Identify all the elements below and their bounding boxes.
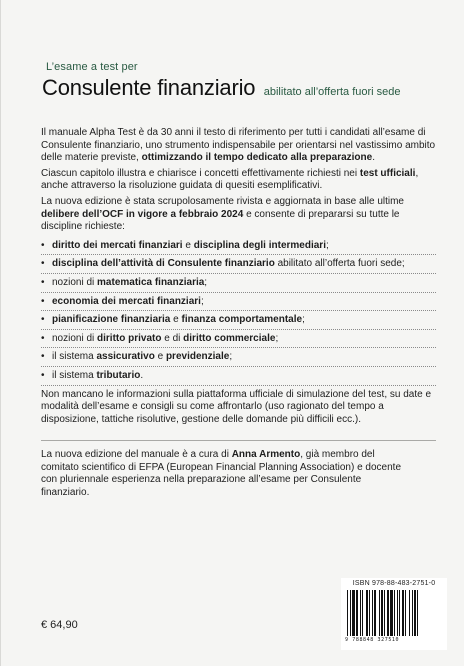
section-divider xyxy=(41,440,436,441)
intro-paragraph-3: La nuova edizione è stata scrupolosamente rivista e aggiornata in base alle ultime delibere dell’OCF in vigore a febbraio 2024 e consente di prepararsi su tutte le discipline richieste: xyxy=(41,195,404,233)
title-row xyxy=(42,75,401,101)
price-label: € 64,90 xyxy=(41,619,78,631)
closing-paragraph: Non mancano le informazioni sulla piattaforma ufficiale di simulazione del test, su date e modalità dell’esame e consigli su come affrontarlo (uso ragionato del tempo a disposizione, tattiche risolutive, gestione delle domande più difficili ecc.). xyxy=(41,388,432,425)
description-body xyxy=(41,127,436,429)
isbn-digits: 9 788848 327510 xyxy=(345,637,400,643)
barcode-icon xyxy=(347,590,441,636)
kicker-text: L’esame a test per xyxy=(46,61,138,73)
list-item: • nozioni di matematica finanziaria; xyxy=(41,274,436,293)
isbn-barcode xyxy=(341,578,447,650)
list-item: • il sistema tributario. xyxy=(41,367,436,386)
author-paragraph: La nuova edizione del manuale è a cura di Anna Armento, già membro del comitato scientifico di EFPA (European Financial Planning Association) e docente con pluriennale esperienza nella preparazione all’esame per Consulente finanziario. xyxy=(41,449,402,498)
list-item: • diritto dei mercati finanziari e disciplina degli intermediari; xyxy=(41,237,436,256)
intro-paragraph-2: Ciascun capitolo illustra e chiarisce i concetti effettivamente richiesti nei test ufficiali, anche attraverso la risoluzione guidata di quesiti esemplificativi. xyxy=(41,167,419,192)
list-item: • il sistema assicurativo e previdenziale; xyxy=(41,348,436,367)
list-item: • pianificazione finanziaria e finanza comportamentale; xyxy=(41,311,436,330)
book-subtitle: abilitato all’offerta fuori sede xyxy=(263,86,401,98)
list-item: • economia dei mercati finanziari; xyxy=(41,293,436,312)
list-item: • disciplina dell’attività di Consulente finanziario abilitato all’offerta fuori sede; xyxy=(41,255,436,274)
discipline-list xyxy=(41,237,436,386)
author-name: Anna Armento xyxy=(231,449,301,460)
intro-paragraph-1: Il manuale Alpha Test è da 30 anni il testo di riferimento per tutti i candidati all’esame di Consulente finanziario, uno strumento indispensabile per orientarsi nel vastissimo ambito delle materie previste, ottimizzando il tempo dedicato alla preparazione. xyxy=(41,127,436,164)
isbn-label: ISBN 978-88-483-2751-0 xyxy=(352,580,436,587)
book-title: Consulente finanziario xyxy=(42,75,256,100)
list-item: • nozioni di diritto privato e di diritto commerciale; xyxy=(41,330,436,349)
